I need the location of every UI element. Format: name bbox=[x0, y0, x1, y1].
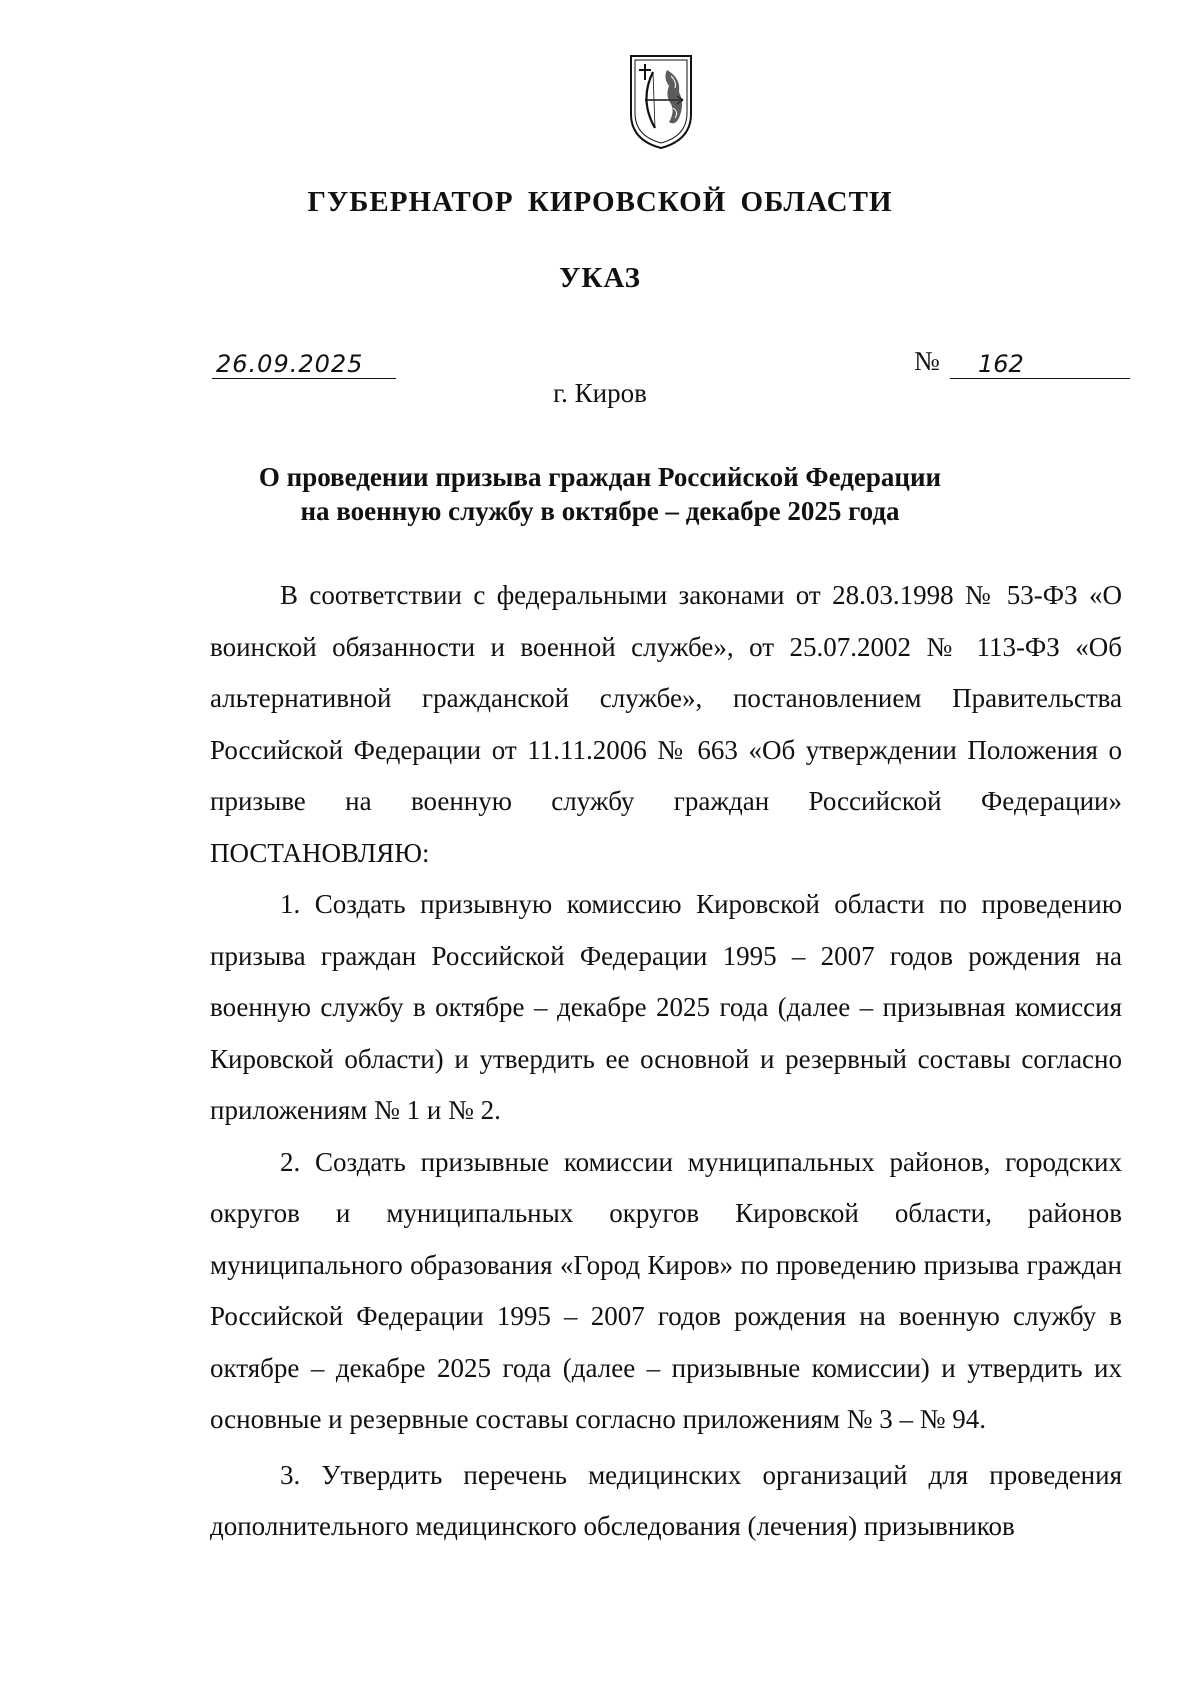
decree-number: 162 bbox=[950, 350, 1130, 379]
city: г. Киров bbox=[553, 378, 647, 408]
decree-title-line-1: О проведении призыва граждан Российской Федерации bbox=[258, 462, 942, 492]
kirov-coat-of-arms-icon bbox=[625, 52, 697, 152]
decree-title-line-2: на военную службу в октябре – декабре 2025 года bbox=[300, 496, 900, 526]
preamble-paragraph: В соответствии с федеральными законами от 28.03.1998 № 53-ФЗ «О воинской обязанности и военной службе», от 25.07.2002 № 113-ФЗ «Об альтернативной гражданской службе», постановлением Правительства Российской Федерации от 11.11.2006 № 663 «Об утверждении Положения о призыве на военную службу граждан Российской Федерации» ПОСТАНОВЛЯЮ: bbox=[210, 580, 1122, 868]
document-type: УКАЗ bbox=[559, 262, 641, 294]
clause-1-paragraph: 1. Создать призывную комиссию Кировской области по проведению призыва граждан Российской Федерации 1995 – 2007 годов рождения на военную службу в октябре – декабре 2025 года (далее – призывная комиссия Кировской области) и утвердить ее основной и резервный составы согласно приложениям № 1 и № 2. bbox=[210, 889, 1122, 1125]
issuing-authority: ГУБЕРНАТОР КИРОВСКОЙ ОБЛАСТИ bbox=[307, 186, 893, 218]
number-sign: № bbox=[914, 346, 940, 376]
decree-date: 26.09.2025 bbox=[212, 350, 396, 379]
decree-title bbox=[0, 460, 1200, 528]
clause-3-paragraph: 3. Утвердить перечень медицинских организаций для проведения дополнительного медицинского обследования (лечения) призывников bbox=[210, 1459, 1122, 1541]
clause-2-paragraph: 2. Создать призывные комиссии муниципальных районов, городских округов и муниципальных округов Кировской области, районов муниципального образования «Город Киров» по проведению призыва граждан Российской Федерации 1995 – 2007 годов рождения на военную службу в октябре – декабре 2025 года (далее – призывные комиссии) и утвердить их основные и резервные составы согласно приложениям № 3 – № 94. bbox=[210, 1146, 1122, 1434]
decree-body bbox=[210, 570, 1122, 1553]
